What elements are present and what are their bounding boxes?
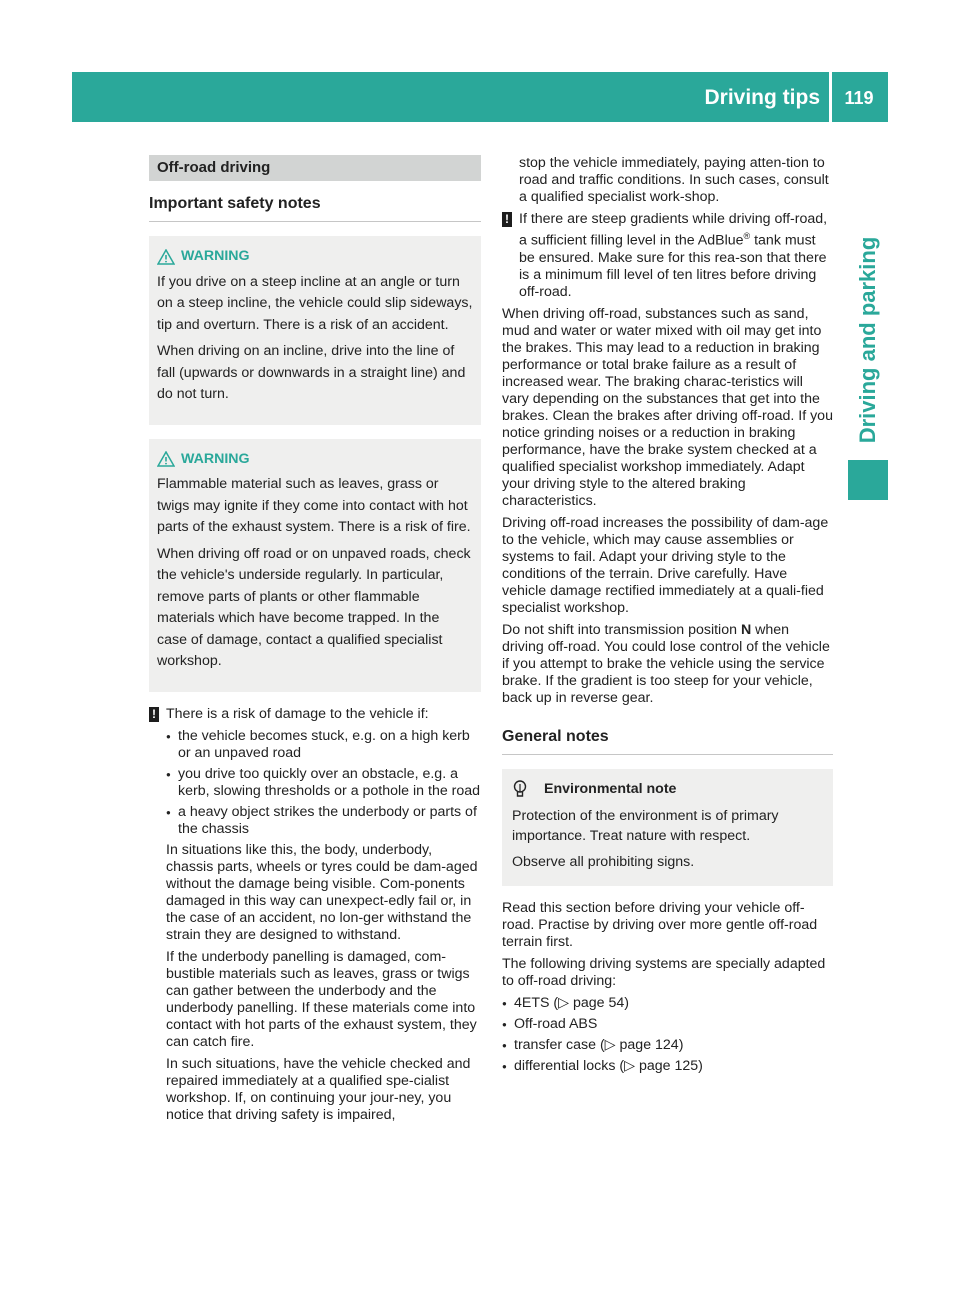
adblue-text: If there are steep gradients while driving off-road, a sufficient filling level in the AdBlue (519, 211, 828, 249)
note-intro: There is a risk of damage to the vehicle if: (166, 705, 429, 722)
header-title: Driving tips (704, 86, 820, 109)
systems-intro: The following driving systems are specially adapted to off-road driving: (502, 955, 826, 989)
environmental-note-box (502, 769, 833, 886)
lightbulb-icon (512, 780, 528, 798)
general-paragraph: Read this section before driving your vehicle off-road. Practise by driving over more gentle off-road terrain first. (502, 899, 818, 950)
note-paragraph: In situations like this, the body, underbody, chassis parts, wheels or tyres could be dam-aged without the damage being visible. Com-ponents damaged in this way can unexpect-edly fail or, in the case of an accident, no lon-ger withstand the strain they are designed to withstand. (166, 841, 478, 943)
transmission-text: Do not shift into transmission position (502, 621, 741, 638)
damage-paragraph: Driving off-road increases the possibility of dam-age to the vehicle, which may cause assemblies or systems to fail. Adapt your driving style to the conditions of the terrain. Drive carefully. Have vehicle damage rectified immediately at a quali-fied specialist workshop. (502, 514, 829, 616)
list-item: ● transfer case (▷ page 124) (502, 1037, 833, 1054)
chapter-marker (848, 460, 888, 500)
warning-label: WARNING (181, 450, 250, 467)
note-paragraph: If the underbody panelling is damaged, com-bustible materials such as leaves, grass or twigs can gather between the underbody and the underbody panelling. If these materials come into contact with hot parts of the exhaust system, they can catch fire. (166, 948, 477, 1050)
left-column (149, 155, 481, 1129)
adblue-note (502, 211, 833, 301)
warning-text: When driving off road or on unpaved roads, check the vehicle's underside regularly. In particular, remove parts of plants or other flammable materials which have become trapped. In the case of damage, contact a qualified specialist workshop. (157, 545, 471, 669)
environmental-text: Protection of the environment is of primary importance. Treat nature with respect. (512, 807, 779, 844)
note-paragraph: In such situations, have the vehicle checked and repaired immediately at a qualified spe-cialist workshop. If, on continuing your jour-ney, you notice that driving safety is impaired, (166, 1055, 471, 1123)
continued-text-block (502, 155, 833, 206)
warning-title (157, 449, 473, 471)
page-number: 119 (844, 88, 874, 108)
adblue-text-rest: tank must be ensured. Make sure for this rea-son that there is a minimum fill level of ten litres before driving off-road. (519, 232, 827, 300)
chapter-tab (848, 236, 888, 444)
warning-triangle-icon (157, 451, 175, 467)
chapter-tab-label: Driving and parking (855, 236, 880, 444)
subheading-general: General notes (502, 727, 833, 755)
registered-mark: ® (743, 231, 751, 241)
page-header (72, 72, 888, 122)
environmental-text: Observe all prohibiting signs. (512, 853, 695, 870)
exclamation-icon: ! (502, 212, 512, 227)
list-item: ● differential locks (▷ page 125) (502, 1058, 833, 1075)
transmission-paragraph (502, 622, 833, 707)
adblue-paragraph (519, 211, 833, 301)
warning-text: Flammable material such as leaves, grass or twigs may ignite if they come into contact with hot parts of the exhaust system. There is a risk of fire. (157, 476, 471, 535)
systems-list (502, 995, 833, 1075)
warning-box (149, 236, 481, 425)
environmental-label: Environmental note (544, 780, 677, 797)
gear-n: N (740, 621, 752, 638)
list-item: ● the vehicle becomes stuck, e.g. on a high kerb or an unpaved road (166, 728, 481, 762)
damage-list (166, 728, 481, 838)
environmental-title (512, 779, 823, 799)
transmission-text-rest: when driving off-road. You could lose control of the vehicle if you attempt to brake the vehicle using the service brake. If the gradient is too steep for your vehicle, back up in reverse gear. (502, 621, 830, 706)
list-item: ● you drive too quickly over an obstacle, e.g. a kerb, slowing thresholds or a pothole in the road (166, 766, 481, 800)
warning-box (149, 439, 481, 692)
warning-text: If you drive on a steep incline at an angle or turn on a steep incline, the vehicle could slip sideways, tip and overturn. There is a risk of an accident. (157, 273, 473, 333)
header-divider (829, 72, 832, 122)
list-item: ● Off-road ABS (502, 1016, 833, 1033)
list-item: ● a heavy object strikes the underbody or parts of the chassis (166, 804, 481, 838)
right-column (502, 155, 833, 1079)
subheading-safety: Important safety notes (149, 194, 481, 222)
warning-title (157, 246, 473, 268)
warning-label: WARNING (181, 248, 250, 264)
brakes-paragraph: When driving off-road, substances such as sand, mud and water or water mixed with oil may get into the brakes. This may lead to a reduction in braking performance or total brake failure as a result of increased wear. The braking charac-teristics will vary depending on the substances that get into the brakes. Clean the brakes after driving off-road. If you notice grinding noises or a reduction in braking performance, have the brake system checked at a qualified specialist workshop immediately. Adapt your driving style to the altered braking characteristics. (502, 305, 833, 509)
section-title: Off-road driving (149, 155, 481, 181)
warning-triangle-icon (157, 249, 175, 265)
exclamation-icon: ! (149, 707, 159, 722)
continued-paragraph: stop the vehicle immediately, paying atten-tion to road and traffic conditions. In such cases, consult a qualified specialist work-shop. (519, 155, 829, 205)
warning-text: When driving on an incline, drive into the line of fall (upwards or downwards in a straight line) and do not turn. (157, 343, 466, 402)
list-item: ● 4ETS (▷ page 54) (502, 995, 833, 1012)
damage-note (149, 706, 481, 1124)
